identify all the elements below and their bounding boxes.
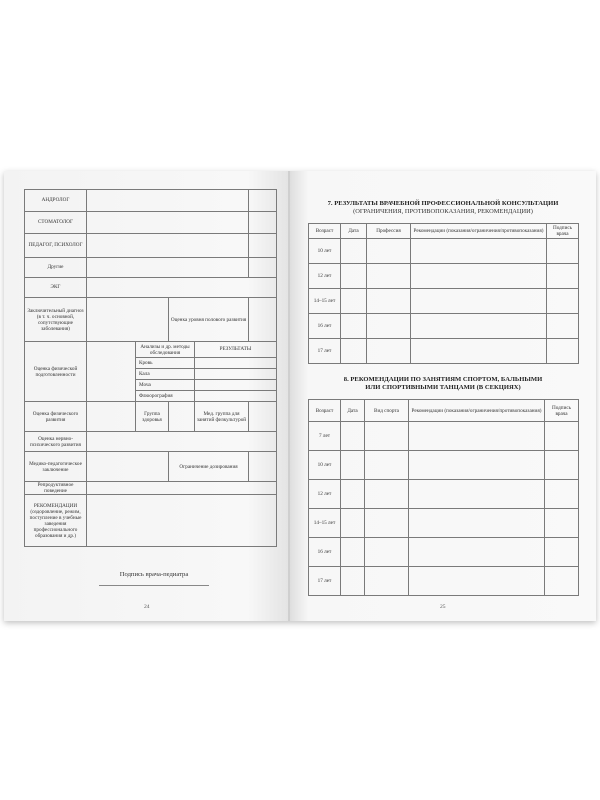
- analysis-feces: Кала: [136, 369, 195, 380]
- analysis-fluorography: Флюорография: [136, 391, 195, 402]
- s7-cell[interactable]: [367, 239, 411, 264]
- s7-header-profession: Профессия: [367, 224, 411, 239]
- s8-cell[interactable]: [365, 567, 409, 596]
- results-header: РЕЗУЛЬТАТЫ: [195, 342, 277, 358]
- sports-recommendations-table: [308, 399, 579, 596]
- physical-dev-value[interactable]: [87, 402, 136, 432]
- restrictions-label: Ограничение дозирования: [169, 452, 249, 482]
- professional-consultation-table: [308, 223, 579, 364]
- s7-cell[interactable]: [341, 289, 367, 314]
- s7-cell[interactable]: [547, 339, 579, 364]
- physical-prep-value[interactable]: [87, 342, 136, 402]
- row-final-diagnosis: Заключительный диагноз (в т. ч. основной, сопутствующие заболевания): [25, 298, 87, 342]
- row-physical-dev: Оценка физического развития: [25, 402, 87, 432]
- s7-cell[interactable]: [341, 339, 367, 364]
- s8-cell[interactable]: [365, 422, 409, 451]
- s8-header-signature: Подпись врача: [545, 400, 579, 422]
- final-diagnosis-value[interactable]: [87, 298, 169, 342]
- health-group-value[interactable]: [169, 402, 195, 432]
- page-number-left: 24: [144, 604, 150, 610]
- andrologist-result[interactable]: [87, 190, 249, 212]
- andrologist-sign[interactable]: [249, 190, 277, 212]
- left-page: [4, 171, 290, 621]
- reproductive-value[interactable]: [87, 482, 277, 495]
- s7-cell[interactable]: [547, 289, 579, 314]
- section7-title: 7. РЕЗУЛЬТАТЫ ВРАЧЕБНОЙ ПРОФЕССИОНАЛЬНОЙ КОНСУЛЬТАЦИИ: [327, 200, 559, 207]
- s7-cell[interactable]: [367, 264, 411, 289]
- row-physical-prep: Оценка физической подготовленности: [25, 342, 87, 402]
- s8-cell[interactable]: [365, 451, 409, 480]
- s8-cell[interactable]: [545, 422, 579, 451]
- s8-cell[interactable]: [341, 567, 365, 596]
- s8-header-sport: Вид спорта: [365, 400, 409, 422]
- row-reproductive: Репродуктивное поведение: [25, 482, 87, 495]
- dentist-sign[interactable]: [249, 212, 277, 234]
- s8-cell[interactable]: [545, 451, 579, 480]
- s7-cell[interactable]: [411, 264, 547, 289]
- s8-cell[interactable]: [545, 538, 579, 567]
- s7-cell[interactable]: [547, 314, 579, 339]
- s7-age: 16 лет: [309, 314, 341, 339]
- s7-cell[interactable]: [341, 314, 367, 339]
- s8-cell[interactable]: [409, 509, 545, 538]
- pediatrician-signature-label: Подпись врача-педиатра: [119, 571, 189, 578]
- section8-title-line2: ИЛИ СПОРТИВНЫМИ ТАНЦАМИ (В СЕКЦИЯХ): [365, 384, 521, 391]
- ecg-result[interactable]: [87, 278, 277, 298]
- s7-cell[interactable]: [411, 339, 547, 364]
- others-result[interactable]: [87, 258, 249, 278]
- row-andrologist: АНДРОЛОГ: [25, 190, 87, 212]
- s8-cell[interactable]: [409, 480, 545, 509]
- s8-cell[interactable]: [341, 451, 365, 480]
- s8-header-date: Дата: [341, 400, 365, 422]
- urine-result[interactable]: [195, 380, 277, 391]
- s7-age: 10 лет: [309, 239, 341, 264]
- restrictions-value[interactable]: [249, 452, 277, 482]
- s8-cell[interactable]: [409, 538, 545, 567]
- row-others: Другие: [25, 258, 87, 278]
- s8-cell[interactable]: [545, 480, 579, 509]
- s7-cell[interactable]: [367, 314, 411, 339]
- row-dentist: СТОМАТОЛОГ: [25, 212, 87, 234]
- s8-cell[interactable]: [545, 509, 579, 538]
- s8-header-age: Возраст: [309, 400, 341, 422]
- analyses-header: Анализы и др. методы обследования: [136, 342, 195, 358]
- health-group-label: Группа здоровья: [136, 402, 169, 432]
- right-page: [290, 171, 596, 621]
- recommendations-value[interactable]: [87, 495, 277, 547]
- signature-line: [99, 585, 209, 586]
- s7-header-signature: Подпись врача: [547, 224, 579, 239]
- s8-cell[interactable]: [365, 509, 409, 538]
- row-med-ped: Медико-педагогическое заключение: [25, 452, 87, 482]
- teacher-result[interactable]: [87, 234, 249, 258]
- s7-cell[interactable]: [411, 289, 547, 314]
- s8-age: 17 лет: [309, 567, 341, 596]
- analysis-blood: Кровь: [136, 358, 195, 369]
- med-group-label: Мед. группа для занятий физкультурой: [195, 402, 249, 432]
- s7-header-date: Дата: [341, 224, 367, 239]
- section7-subtitle: (ОГРАНИЧЕНИЯ, ПРОТИВОПОКАЗАНИЯ, РЕКОМЕНДАЦИИ): [353, 208, 533, 215]
- row-teacher-psychologist: ПЕДАГОГ, ПСИХОЛОГ: [25, 234, 87, 258]
- blood-result[interactable]: [195, 358, 277, 369]
- s7-age: 17 лет: [309, 339, 341, 364]
- s7-age: 12 лет: [309, 264, 341, 289]
- fluorography-result[interactable]: [195, 391, 277, 402]
- row-neuropsych: Оценка нервно-психического развития: [25, 432, 87, 452]
- s8-cell[interactable]: [365, 538, 409, 567]
- s7-cell[interactable]: [341, 239, 367, 264]
- s7-cell[interactable]: [341, 264, 367, 289]
- teacher-sign[interactable]: [249, 234, 277, 258]
- s8-age: 10 лет: [309, 451, 341, 480]
- s8-cell[interactable]: [341, 480, 365, 509]
- s7-header-recommendations: Рекомендации (показания/ограничения/противопоказания): [411, 224, 547, 239]
- s7-age: 14–15 лет: [309, 289, 341, 314]
- sexual-dev-value[interactable]: [249, 298, 277, 342]
- s8-cell[interactable]: [409, 451, 545, 480]
- s8-cell[interactable]: [409, 422, 545, 451]
- s8-age: 12 лет: [309, 480, 341, 509]
- section8-title: 8. РЕКОМЕНДАЦИИ ПО ЗАНЯТИЯМ СПОРТОМ, БАЛЬНЫМИ: [343, 376, 543, 383]
- s8-cell[interactable]: [341, 538, 365, 567]
- others-sign[interactable]: [249, 258, 277, 278]
- med-ped-value[interactable]: [87, 452, 169, 482]
- s7-cell[interactable]: [547, 239, 579, 264]
- dentist-result[interactable]: [87, 212, 249, 234]
- row-ecg: ЭКГ: [25, 278, 87, 298]
- s8-age: 7 лет: [309, 422, 341, 451]
- s8-cell[interactable]: [545, 567, 579, 596]
- sexual-dev-label: Оценка уровня полового развития: [169, 298, 249, 342]
- s8-age: 16 лет: [309, 538, 341, 567]
- s8-cell[interactable]: [341, 509, 365, 538]
- analysis-urine: Моча: [136, 380, 195, 391]
- s8-cell[interactable]: [365, 480, 409, 509]
- book-spread: [4, 171, 596, 621]
- s7-cell[interactable]: [547, 264, 579, 289]
- page-number-right: 25: [440, 604, 446, 610]
- s8-header-recommendations: Рекомендации (показания/ограничения/противопоказания): [409, 400, 545, 422]
- medical-assessment-table: [24, 189, 277, 547]
- feces-result[interactable]: [195, 369, 277, 380]
- s8-cell[interactable]: [341, 422, 365, 451]
- row-recommendations: РЕКОМЕНДАЦИИ (оздоровление, режим, поступление в учебные заведения профессионального образования и др.): [25, 495, 87, 547]
- neuropsych-value[interactable]: [87, 432, 277, 452]
- s7-cell[interactable]: [411, 239, 547, 264]
- s7-cell[interactable]: [411, 314, 547, 339]
- s8-cell[interactable]: [409, 567, 545, 596]
- med-group-value[interactable]: [249, 402, 277, 432]
- s8-age: 14–15 лет: [309, 509, 341, 538]
- s7-cell[interactable]: [367, 289, 411, 314]
- s7-cell[interactable]: [367, 339, 411, 364]
- s7-header-age: Возраст: [309, 224, 341, 239]
